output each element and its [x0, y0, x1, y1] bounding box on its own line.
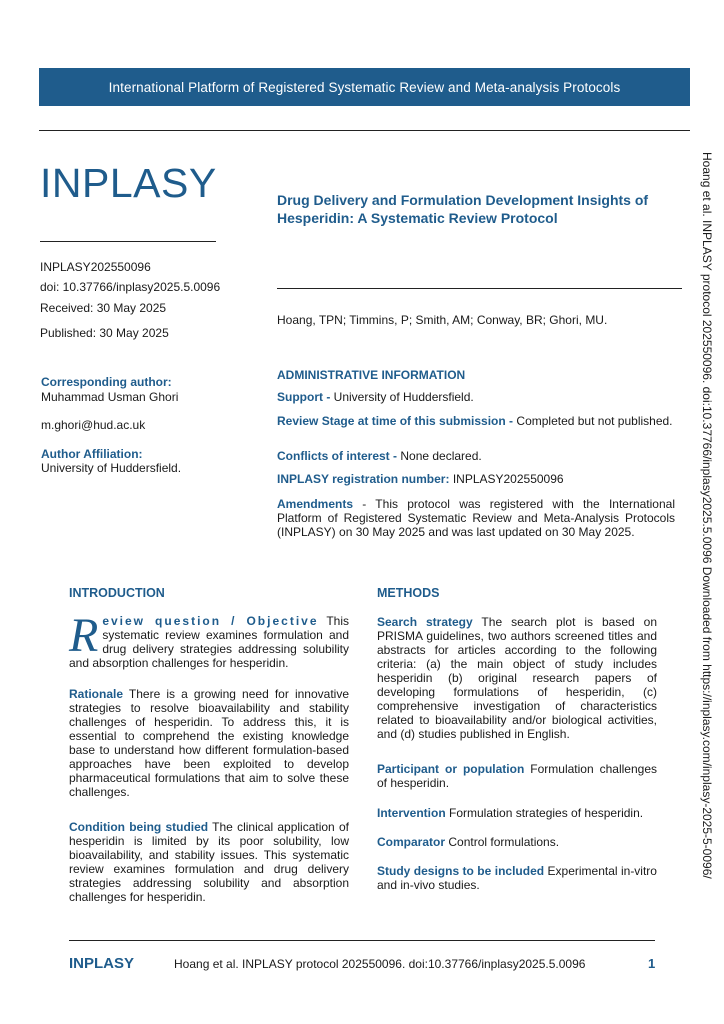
support-text: University of Huddersfield. [330, 390, 474, 404]
affiliation-text: University of Huddersfield. [41, 461, 182, 475]
protocol-id: INPLASY202550096 [40, 260, 151, 274]
admin-heading: ADMINISTRATIVE INFORMATION [277, 368, 466, 382]
study-designs-text: Experimental in-vitro and in-vivo studies. [377, 864, 657, 892]
logo-divider [40, 241, 216, 242]
rationale-label: Rationale [69, 687, 124, 701]
search-strategy-text: The search plot is based on PRISMA guidelines, two authors screened titles and abstracts for articles according to the following criteria: (a) the main object of study includes hesperidin (b) original research papers of developing formulations of hesperidin, (c) comprehensive investigation of characteristics related to bioavailability and/or biological activities, and (d) studies published in English. [377, 615, 658, 741]
search-strategy-paragraph [377, 615, 657, 741]
drop-cap: R [69, 609, 99, 662]
download-side-note: Hoang et al. INPLASY protocol 202550096. doi:10.37766/inplasy2025.5.0096 Downloaded from https://inplasy.com/inplasy-2025-5-0096/ [700, 152, 714, 879]
footer-citation: Hoang et al. INPLASY protocol 202550096. doi:10.37766/inplasy2025.5.0096 [174, 957, 586, 971]
page-number: 1 [648, 956, 656, 971]
search-strategy-label: Search strategy [377, 615, 473, 629]
amendments-text: - This protocol was registered with the International Platform of Registered Systematic Review and Meta-Analysis Protocols (INPLASY) on 30 May 2025 and was last updated on 30 May 2025. [277, 497, 675, 539]
introduction-heading: INTRODUCTION [69, 586, 165, 600]
registration-label: INPLASY registration number: [277, 472, 450, 486]
footer-divider [69, 940, 655, 941]
intervention-label: Intervention [377, 806, 446, 820]
affiliation-label: Author Affiliation: [41, 447, 143, 461]
registration-text: INPLASY202550096 [449, 472, 564, 486]
doi-link[interactable]: doi: 10.37766/inplasy2025.5.0096 [40, 280, 221, 294]
inplasy-logo: INPLASY [40, 160, 217, 206]
comparator-label: Comparator [377, 835, 446, 849]
conflicts-text: None declared. [397, 449, 482, 463]
rationale-text: There is a growing need for innovative strategies to resolve bioavailability and stability challenges of hesperidin. To address this, it is essential to comprehend the existing knowledge base to understand how different formulation-based approaches have been exploited to develop pharmaceutical formulations that aim to solve these challenges. [69, 687, 349, 799]
condition-label: Condition being studied [69, 820, 209, 834]
intervention-paragraph [377, 806, 657, 820]
conflicts-label: Conflicts of interest - [277, 449, 398, 463]
comparator-paragraph [377, 835, 657, 849]
footer-logo: INPLASY [69, 955, 135, 972]
published-date: Published: 30 May 2025 [40, 326, 169, 340]
author-list: Hoang, TPN; Timmins, P; Smith, AM; Conway, BR; Ghori, MU. [277, 313, 608, 327]
participant-label: Participant or population [377, 762, 525, 776]
admin-amendments [277, 497, 675, 539]
header-divider [39, 130, 690, 131]
journal-banner: International Platform of Registered Systematic Review and Meta-analysis Protocols [39, 68, 690, 106]
title-divider [277, 288, 682, 289]
rationale-paragraph [69, 687, 349, 799]
study-designs-paragraph [377, 864, 657, 892]
amendments-label: Amendments [277, 497, 354, 511]
admin-registration [277, 472, 675, 486]
intervention-text: Formulation strategies of hesperidin. [445, 806, 644, 820]
admin-support [277, 390, 675, 404]
stage-label: Review Stage at time of this submission - [277, 414, 514, 428]
comparator-text: Control formulations. [445, 835, 560, 849]
participant-text: Formulation challenges of hesperidin. [377, 762, 657, 790]
received-date: Received: 30 May 2025 [40, 301, 167, 315]
admin-conflicts [277, 449, 675, 463]
corresponding-author-label: Corresponding author: [41, 375, 172, 389]
review-question-paragraph [69, 609, 349, 670]
corresponding-author-email[interactable]: m.ghori@hud.ac.uk [41, 418, 146, 432]
condition-text: The clinical application of hesperidin is limited by its poor solubility, low bioavailability, and stability issues. This systematic review examines formulation and drug delivery strategies addressing solubility and absorption challenges for hesperidin. [69, 820, 349, 904]
review-question-text: This systematic review examines formulation and drug delivery strategies addressing solubility and absorption challenges for hesperidin. [69, 614, 349, 670]
study-designs-label: Study designs to be included [377, 864, 545, 878]
admin-review-stage [277, 414, 675, 428]
stage-text: Completed but not published. [513, 414, 673, 428]
corresponding-author-name: Muhammad Usman Ghori [41, 390, 179, 404]
review-question-label: eview question / Objective [102, 614, 319, 628]
paper-title: Drug Delivery and Formulation Development Insights of Hesperidin: A Systematic Review Protocol [277, 192, 649, 226]
condition-paragraph [69, 820, 349, 904]
participant-paragraph [377, 762, 657, 790]
support-label: Support - [277, 390, 331, 404]
methods-heading: METHODS [377, 586, 440, 600]
